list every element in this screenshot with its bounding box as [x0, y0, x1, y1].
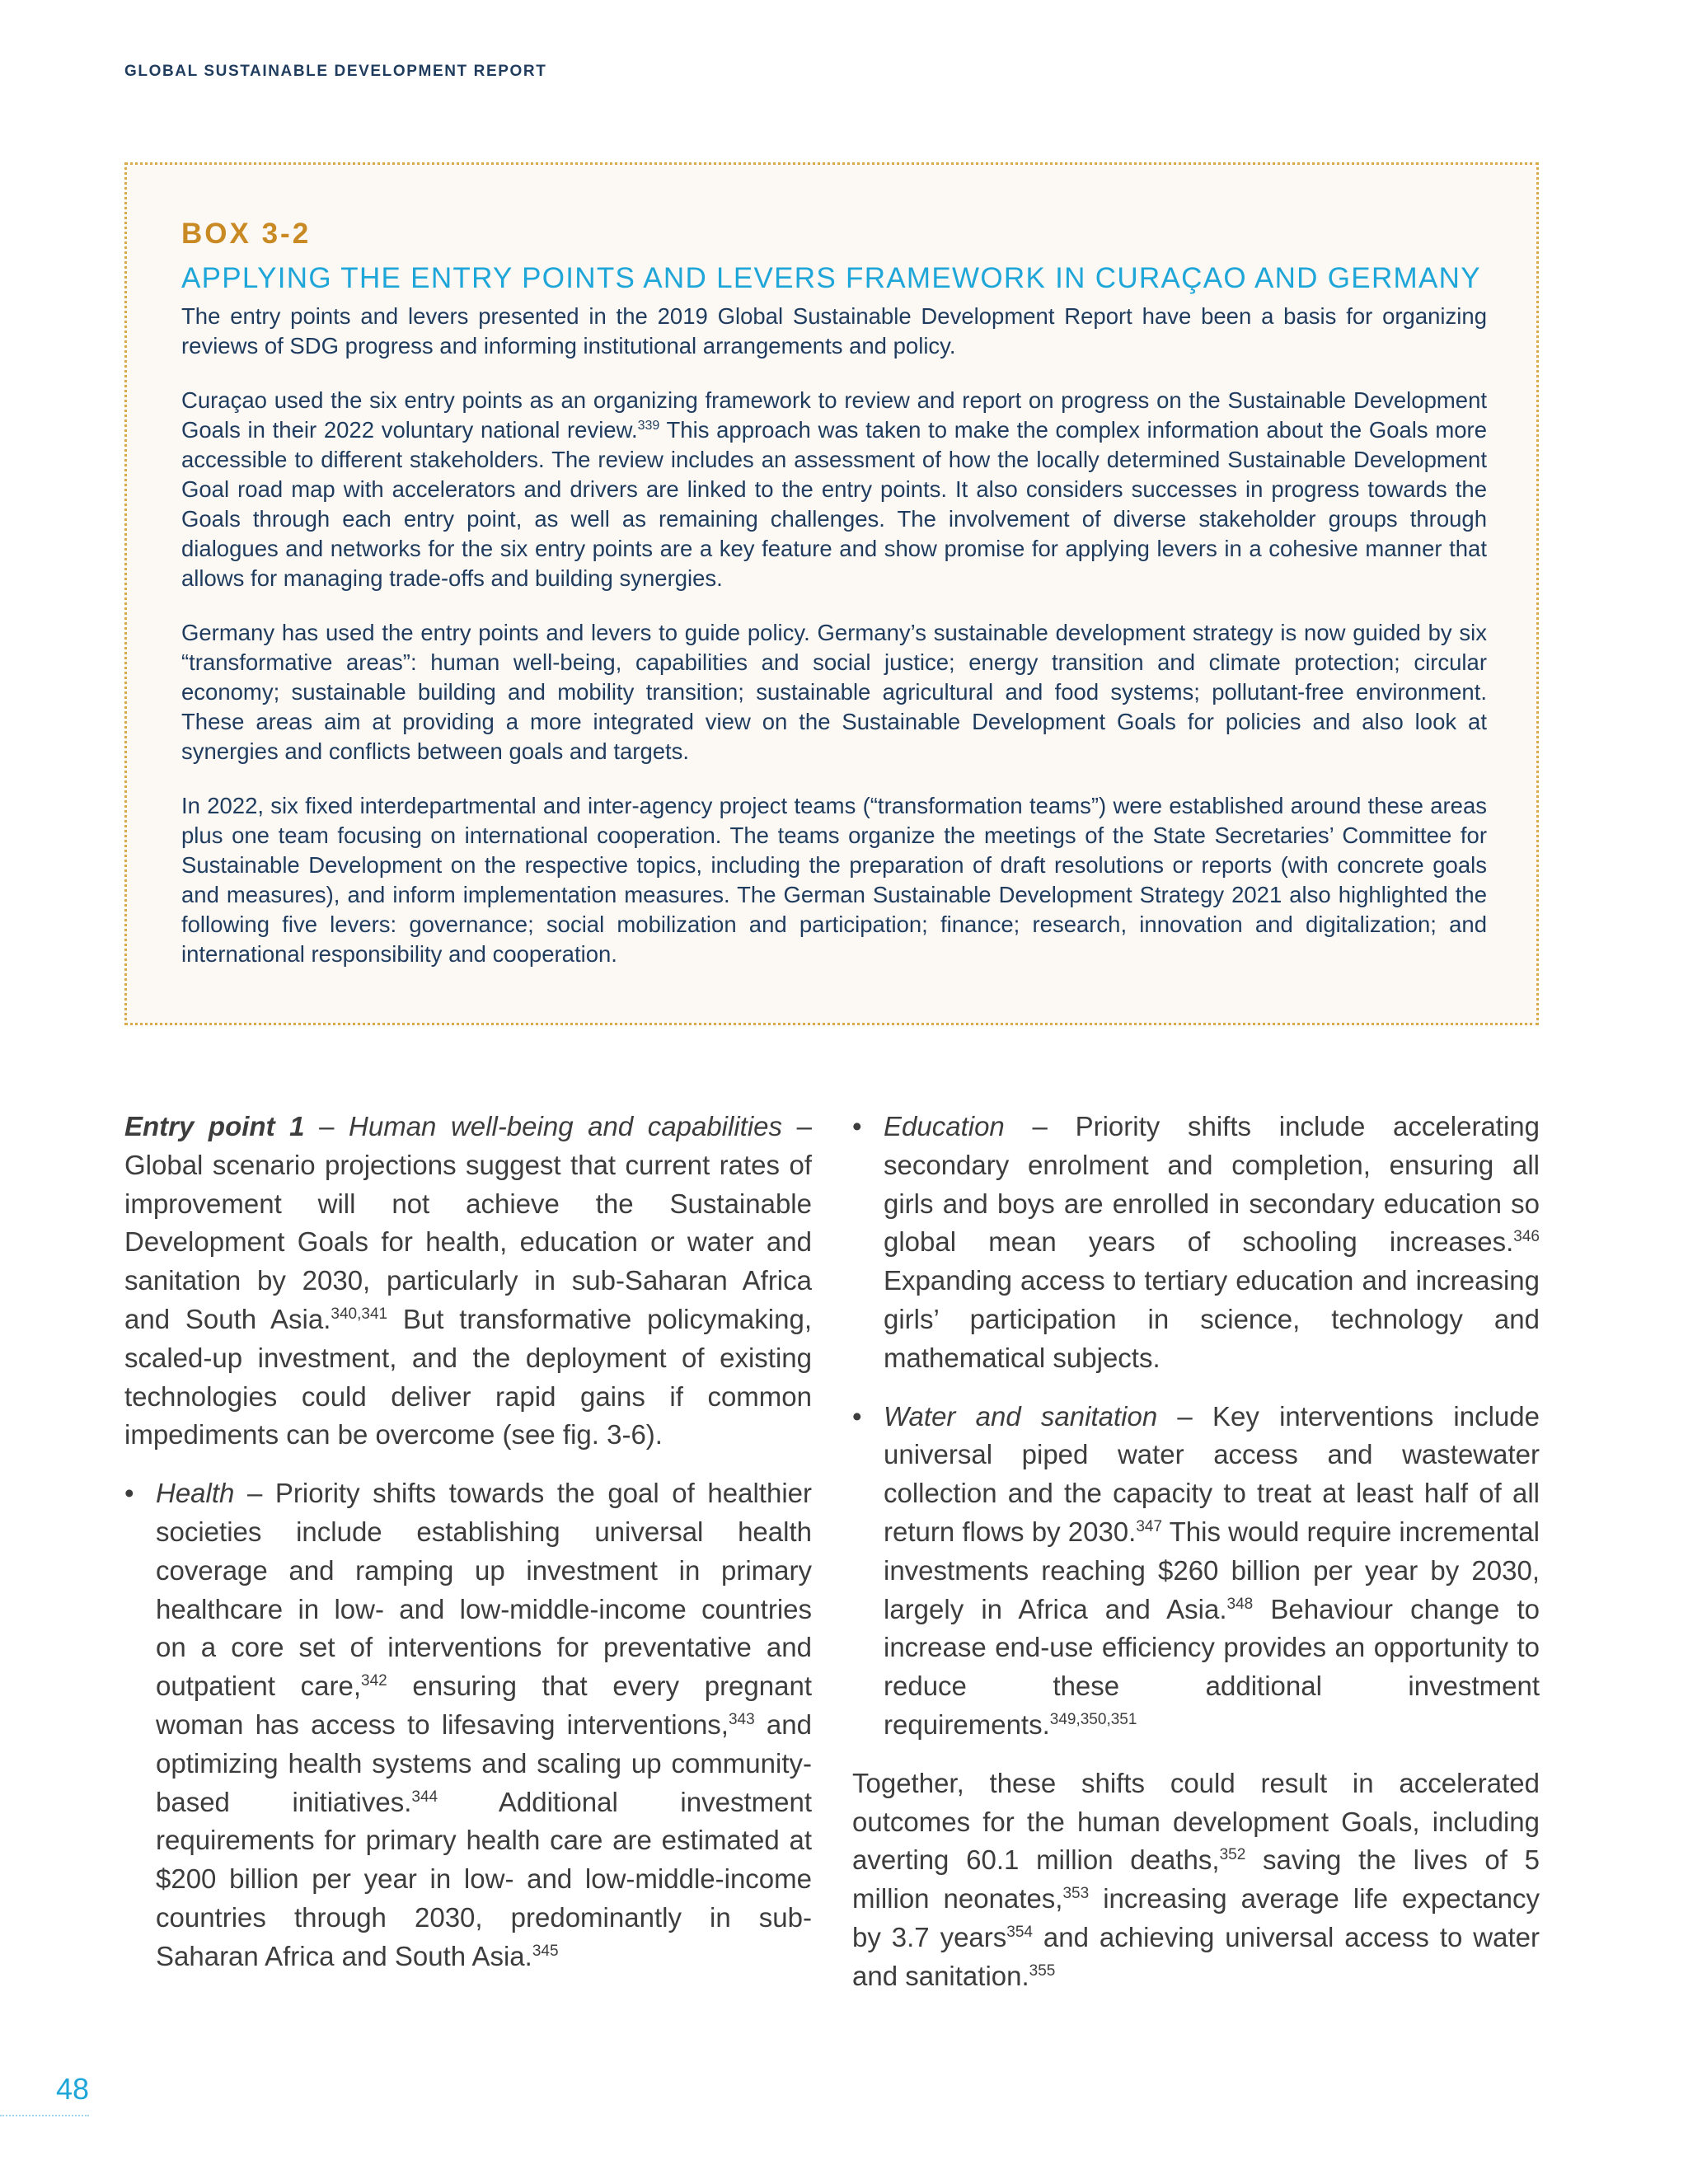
footnote-ref: 342: [361, 1672, 387, 1690]
bullet-education: • Education – Priority shifts include accelerating secondary enrolment and completion, ensuring all girls and boys are enrolled in secondary education so global mean years of schooling increases.$^{346}$ Expanding access to tertiary education and increasing girls’ participation in science, technology and mathematical subjects.: [852, 1108, 1540, 1378]
box-3-2: [124, 162, 1539, 1025]
page-number-rule: [0, 2115, 89, 2116]
bullet-icon: •: [852, 1111, 862, 1141]
page-number: 48: [56, 2072, 90, 2106]
right-column: [852, 1108, 1540, 2016]
footnote-ref: 346: [1513, 1228, 1540, 1246]
box-content: [181, 216, 1487, 994]
footnote-ref: 349,350,351: [1049, 1710, 1137, 1728]
footnote-ref: 344: [411, 1788, 438, 1806]
footnote-ref: 343: [728, 1710, 755, 1728]
footnote-ref: 347: [1136, 1517, 1163, 1535]
footnote-ref: 345: [532, 1942, 559, 1960]
box-paragraph-1: The entry points and levers presented in the 2019 Global Sustainable Development Report have been a basis for organizing reviews of SDG progress and informing institutional arrangements and policy.: [181, 303, 1487, 359]
footnote-ref: 339: [637, 418, 660, 433]
box-title: APPLYING THE ENTRY POINTS AND LEVERS FRAMEWORK IN CURAÇAO AND GERMANY: [181, 262, 1481, 294]
bullet-water-sanitation: • Water and sanitation – Key interventions include universal piped water access and wastewater collection and the capacity to treat at least half of all return flows by 2030.$^{347}$ This would require incremental investments reaching $260 billion per year by 2030, largely in Africa and Asia.$^{348}$ Behaviour change to increase end-use efficiency provides an opportunity to reduce these additional investment requirements.$^{349,350,351}$: [852, 1398, 1540, 1745]
footnote-ref: 352: [1219, 1846, 1246, 1864]
footnote-ref: 348: [1226, 1595, 1254, 1613]
running-header: GLOBAL SUSTAINABLE DEVELOPMENT REPORT: [124, 63, 547, 80]
footnote-ref: 355: [1029, 1961, 1056, 1980]
box-paragraph-2: Curaçao used the six entry points as an organizing framework to review and report on progress on the Sustainable Development Goals in their 2022 voluntary national review.$^{339}$ This approach was taken to make the complex information about the Goals more accessible to different stakeholders. The review includes an assessment of how the locally determined Sustainable Development Goal road map with accelerators and drivers are linked to the entry points. It also considers successes in progress towards the Goals through each entry point, as well as remaining challenges. The involvement of diverse stakeholder groups through dialogues and networks for the six entry points are a key feature and show promise for applying levers in a cohesive manner that allows for managing trade-offs and building synergies.: [181, 387, 1488, 591]
footnote-ref: 340,341: [331, 1305, 388, 1323]
box-label: BOX 3-2: [181, 218, 312, 250]
outcomes-paragraph: Together, these shifts could result in accelerated outcomes for the human development Goals, including averting 60.1 million deaths,$^{352}$ saving the lives of 5 million neonates,$^{353}$ increasing average life expectancy by 3.7 years$^{354}$ and achieving universal access to water and sanitation.$^{355}$: [852, 1767, 1540, 1991]
footnote-ref: 354: [1006, 1923, 1033, 1941]
footnote-ref: 353: [1062, 1885, 1090, 1903]
entry-point-intro: Entry point 1 – Human well-being and capabilities – Global scenario projections suggest that current rates of improvement will not achieve the Sustainable Development Goals for health, education or water and sanitation by 2030, particularly in sub-Saharan Africa and South Asia.$^{340,341}$ But transformative policymaking, scaled-up investment, and the deployment of existing technologies could deliver rapid gains if common impediments can be overcome (see fig. 3-6).: [124, 1111, 812, 1451]
left-column: [124, 1108, 812, 1996]
box-paragraph-4: In 2022, six fixed interdepartmental and inter-agency project teams (“transformation teams”) were established around these areas plus one team focusing on international cooperation. The teams organize the meetings of the State Secretaries’ Committee for Sustainable Development on the respective topics, including the preparation of draft resolutions or reports (with concrete goals and measures), and inform implementation measures. The German Sustainable Development Strategy 2021 also highlighted the following five levers: governance; social mobilization and participation; finance; research, innovation and digitalization; and international responsibility and cooperation.: [181, 793, 1487, 967]
box-paragraph-3: Germany has used the entry points and levers to guide policy. Germany’s sustainable development strategy is now guided by six “transformative areas”: human well-being, capabilities and social justice; energy transition and climate protection; circular economy; sustainable building and mobility transition; sustainable agricultural and food systems; pollutant-free environment. These areas aim at providing a more integrated view on the Sustainable Development Goals for policies and also look at synergies and conflicts between goals and targets.: [181, 620, 1487, 764]
bullet-icon: •: [852, 1400, 862, 1432]
bullet-health: • Health – Priority shifts towards the goal of healthier societies include establishing universal health coverage and ramping up investment in primary healthcare in low- and low-middle-income countries on a core set of interventions for preventative and outpatient care,$^{342}$ ensuring that every pregnant woman has access to lifesaving interventions,$^{343}$ and optimizing health systems and scaling up community-based initiatives.$^{344}$ Additional investment requirements for primary health care are estimated at $200 billion per year in low- and low-middle-income countries through 2030, predominantly in sub-Saharan Africa and South Asia.$^{345}$: [124, 1474, 812, 1975]
bullet-icon: •: [124, 1478, 134, 1509]
